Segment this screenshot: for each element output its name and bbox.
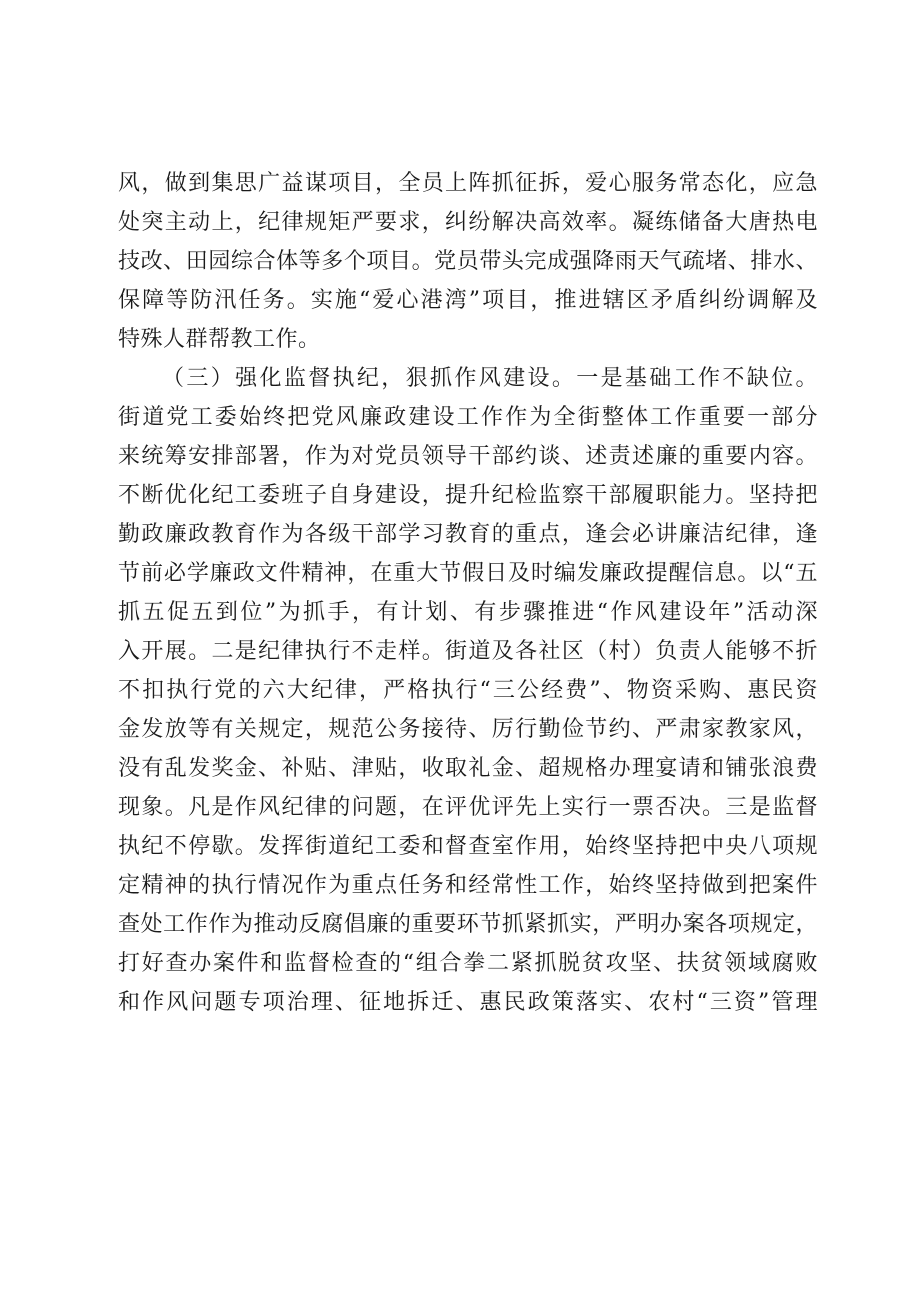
body-text <box>118 164 818 1022</box>
text-line: 勤政廉政教育作为各级干部学习教育的重点，逢会必讲廉洁纪律，逢 <box>118 522 818 547</box>
text-line: 抓五促五到位”为抓手，有计划、有步骤推进“作风建设年”活动深 <box>118 600 818 625</box>
text-line: 没有乱发奖金、补贴、津贴，收取礼金、超规格办理宴请和铺张浪费 <box>118 756 818 781</box>
text-line: 金发放等有关规定，规范公务接待、厉行勤俭节约、严肃家教家风， <box>118 717 818 742</box>
text-line: 现象。凡是作风纪律的问题，在评优评先上实行一票否决。三是监督 <box>118 795 818 820</box>
text-line: 保障等防汛任务。实施“爱心港湾”项目，推进辖区矛盾纠纷调解及 <box>118 288 818 313</box>
text-line: 查处工作作为推动反腐倡廉的重要环节抓紧抓实，严明办案各项规定， <box>118 912 818 937</box>
text-line: 不扣执行党的六大纪律，严格执行“三公经费”、物资采购、惠民资 <box>118 678 818 703</box>
text-line: 风，做到集思广益谋项目，全员上阵抓征拆，爱心服务常态化，应急 <box>118 171 818 196</box>
text-line: 执纪不停歇。发挥街道纪工委和督查室作用，始终坚持把中央八项规 <box>118 834 818 859</box>
text-line: 定精神的执行情况作为重点任务和经常性工作，始终坚持做到把案件 <box>118 873 818 898</box>
section-heading-line: （三）强化监督执纪，狠抓作风建设。一是基础工作不缺位。 <box>162 366 818 391</box>
text-line: 不断优化纪工委班子自身建设，提升纪检监察干部履职能力。坚持把 <box>118 483 818 508</box>
text-line: 来统筹安排部署，作为对党员领导干部约谈、述责述廉的重要内容。 <box>118 444 818 469</box>
text-line: 和作风问题专项治理、征地拆迁、惠民政策落实、农村“三资”管理 <box>118 990 818 1015</box>
text-line: 处突主动上，纪律规矩严要求，纠纷解决高效率。凝练储备大唐热电 <box>118 210 818 235</box>
text-line: 打好查办案件和监督检查的“组合拳二紧抓脱贫攻坚、扶贫领域腐败 <box>118 951 818 976</box>
text-line: 技改、田园综合体等多个项目。党员带头完成强降雨天气疏堵、排水、 <box>118 249 818 274</box>
text-line: 节前必学廉政文件精神，在重大节假日及时编发廉政提醒信息。以“五 <box>118 561 818 586</box>
text-line: 特殊人群帮教工作。 <box>118 327 321 352</box>
text-line: 入开展。二是纪律执行不走样。街道及各社区（村）负责人能够不折 <box>118 639 818 664</box>
text-line: 街道党工委始终把党风廉政建设工作作为全街整体工作重要一部分 <box>118 405 818 430</box>
